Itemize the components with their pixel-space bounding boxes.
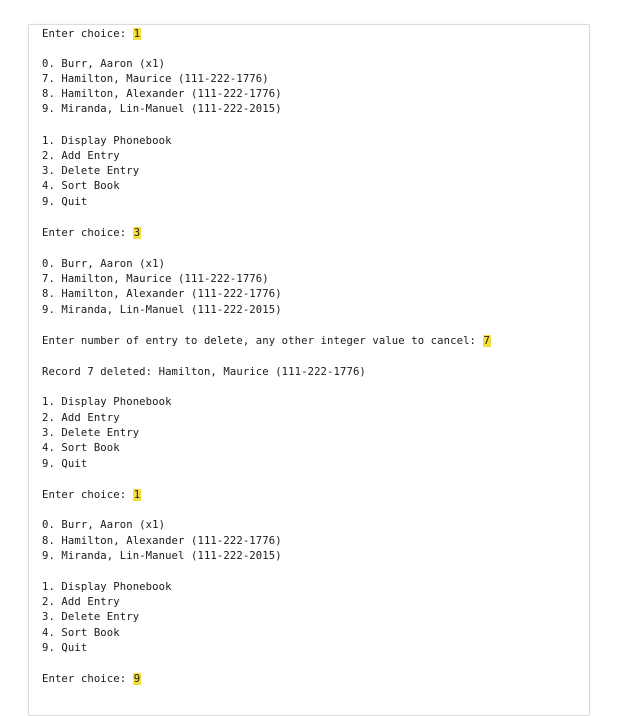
phonebook-entry: 8. Hamilton, Alexander (111-222-1776) (42, 88, 282, 100)
choice-prompt (42, 27, 141, 42)
user-input-delete-number: 7 (483, 335, 490, 347)
terminal-output (28, 24, 590, 716)
menu-item-sort: 4. Sort Book (42, 442, 120, 454)
phonebook-entry: 9. Miranda, Lin-Manuel (111-222-2015) (42, 103, 282, 115)
phonebook-entry: 0. Burr, Aaron (x1) (42, 519, 166, 531)
menu-item-display: 1. Display Phonebook (42, 581, 172, 593)
menu-item-sort: 4. Sort Book (42, 180, 120, 192)
user-input-choice: 1 (133, 28, 141, 40)
menu-item-delete: 3. Delete Entry (42, 611, 140, 623)
phonebook-entry: 7. Hamilton, Maurice (111-222-1776) (42, 73, 269, 85)
user-input-choice: 3 (133, 227, 141, 239)
phonebook-entry: 7. Hamilton, Maurice (111-222-1776) (42, 273, 269, 285)
menu-item-delete: 3. Delete Entry (42, 427, 140, 439)
phonebook-entry: 8. Hamilton, Alexander (111-222-1776) (42, 535, 282, 547)
menu-item-delete: 3. Delete Entry (42, 165, 140, 177)
choice-prompt (42, 488, 141, 503)
menu-item-quit: 9. Quit (42, 642, 88, 654)
choice-prompt (42, 672, 141, 687)
choice-prompt-label: Enter choice: (42, 489, 133, 501)
delete-prompt (42, 334, 491, 349)
menu-item-add: 2. Add Entry (42, 596, 120, 608)
menu-item-quit: 9. Quit (42, 196, 88, 208)
phonebook-entry: 9. Miranda, Lin-Manuel (111-222-2015) (42, 304, 282, 316)
menu-item-add: 2. Add Entry (42, 412, 120, 424)
user-input-choice: 1 (133, 489, 141, 501)
phonebook-entry: 8. Hamilton, Alexander (111-222-1776) (42, 288, 282, 300)
phonebook-entry: 0. Burr, Aaron (x1) (42, 58, 166, 70)
menu-item-quit: 9. Quit (42, 458, 88, 470)
menu-item-display: 1. Display Phonebook (42, 396, 172, 408)
choice-prompt-label: Enter choice: (42, 673, 133, 685)
deleted-message: Record 7 deleted: Hamilton, Maurice (111-222-1776) (42, 366, 366, 378)
menu-item-display: 1. Display Phonebook (42, 135, 172, 147)
delete-prompt-label: Enter number of entry to delete, any other integer value to cancel: (42, 335, 483, 347)
menu-item-sort: 4. Sort Book (42, 627, 120, 639)
user-input-choice: 9 (133, 673, 141, 685)
phonebook-entry: 0. Burr, Aaron (x1) (42, 258, 166, 270)
menu-item-add: 2. Add Entry (42, 150, 120, 162)
choice-prompt-label: Enter choice: (42, 227, 133, 239)
phonebook-entry: 9. Miranda, Lin-Manuel (111-222-2015) (42, 550, 282, 562)
choice-prompt-label: Enter choice: (42, 28, 133, 40)
choice-prompt (42, 226, 141, 241)
